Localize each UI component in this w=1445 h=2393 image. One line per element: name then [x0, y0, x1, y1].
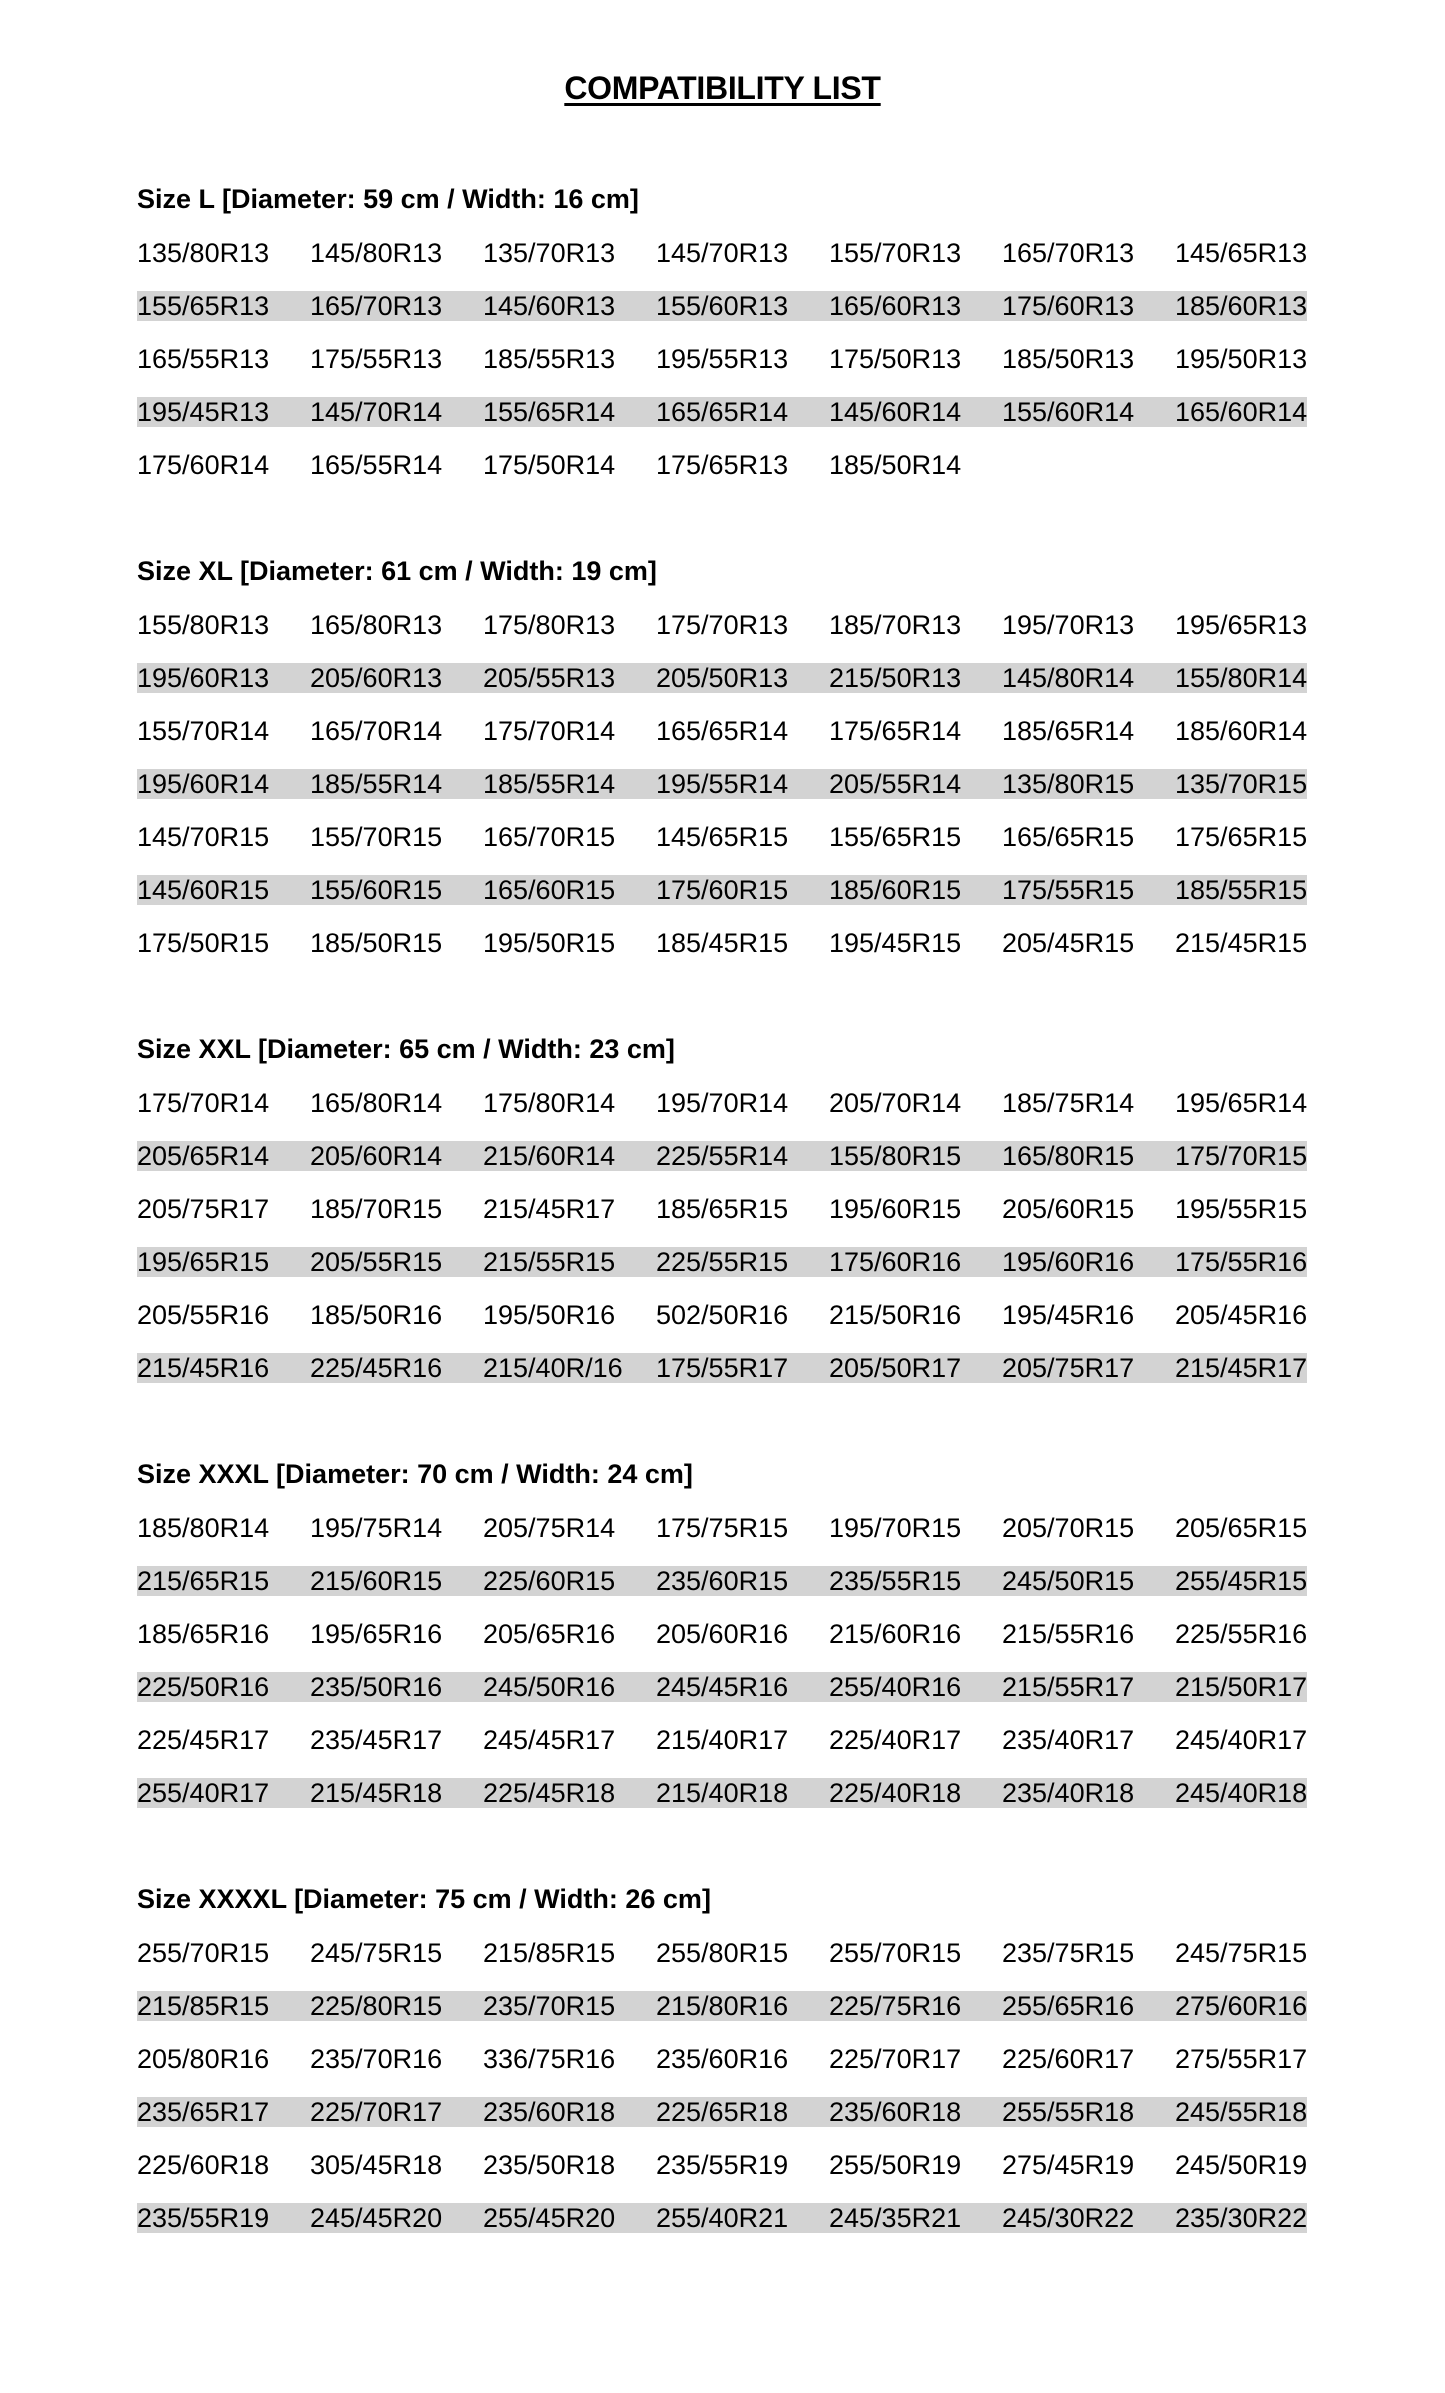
tire-size-cell: 275/60R16 [1175, 1990, 1308, 2021]
tire-size-cell: 195/70R13 [1002, 609, 1135, 640]
tire-size-cell: 235/50R18 [483, 2149, 616, 2180]
tire-size-cell: 175/80R13 [483, 609, 616, 640]
tire-size-cell: 225/60R17 [1002, 2043, 1135, 2074]
tire-size-cell: 195/60R14 [137, 769, 310, 799]
tire-size-cell: 185/60R15 [829, 875, 1002, 905]
table-row [137, 2138, 1307, 2191]
tire-size-cell: 195/55R15 [1175, 1193, 1308, 1224]
tire-size-cell: 255/45R15 [1175, 1565, 1308, 1596]
tire-size-cell: 185/65R14 [1002, 715, 1135, 746]
tire-size-cell: 235/70R15 [483, 1991, 656, 2021]
tire-size-cell: 205/70R15 [1002, 1512, 1135, 1543]
table-row [137, 1554, 1307, 1607]
tire-size-cell: 135/80R15 [1002, 769, 1175, 799]
tire-size-cell: 215/45R16 [137, 1353, 310, 1383]
table-row [137, 279, 1307, 332]
tire-size-cell: 215/65R15 [137, 1566, 310, 1596]
tire-size-cell: 215/80R16 [656, 1991, 829, 2021]
section-heading: Size XXXL [Diameter: 70 cm / Width: 24 cm] [137, 1459, 693, 1489]
tire-size-cell: 185/55R14 [483, 769, 656, 799]
tire-size-cell: 195/60R13 [137, 663, 310, 693]
tire-size-cell: 155/70R15 [310, 821, 443, 852]
tire-size-cell: 155/65R14 [483, 397, 656, 427]
tire-size-cell: 165/60R15 [483, 875, 656, 905]
tire-size-cell: 245/50R16 [483, 1672, 656, 1702]
tire-size-cell: 245/50R15 [1002, 1566, 1175, 1596]
tire-size-cell: 215/85R15 [137, 1991, 310, 2021]
tire-size-cell: 195/45R15 [829, 927, 962, 958]
tire-size-cell: 195/75R14 [310, 1512, 443, 1543]
tire-size-cell: 225/70R17 [829, 2043, 962, 2074]
table-row [137, 385, 1307, 438]
table-row [137, 226, 1307, 279]
tire-size-cell: 185/55R14 [310, 769, 483, 799]
tire-size-cell: 215/50R13 [829, 663, 1002, 693]
tire-size-cell: 245/35R21 [829, 2203, 1002, 2233]
tire-size-cell: 215/60R16 [829, 1618, 962, 1649]
tire-size-cell: 225/40R17 [829, 1724, 962, 1755]
tire-size-cell: 215/60R14 [483, 1141, 656, 1171]
table-row [137, 651, 1307, 704]
tire-size-cell: 185/50R15 [310, 927, 443, 958]
tire-size-cell: 215/55R15 [483, 1247, 656, 1277]
tire-size-cell: 165/65R14 [656, 397, 829, 427]
tire-size-cell: 195/65R16 [310, 1618, 443, 1649]
tire-size-cell: 336/75R16 [483, 2043, 616, 2074]
tire-size-cell: 225/65R18 [656, 2097, 829, 2127]
tire-size-cell: 145/65R13 [1175, 237, 1308, 268]
section-heading: Size XXXXL [Diameter: 75 cm / Width: 26 cm] [137, 1884, 711, 1914]
tire-size-cell: 225/50R16 [137, 1672, 310, 1702]
tire-size-cell: 195/50R13 [1175, 343, 1308, 374]
tire-size-cell: 165/60R14 [1175, 396, 1308, 427]
tire-size-cell: 175/55R16 [1175, 1246, 1308, 1277]
tire-size-cell: 225/75R16 [829, 1991, 1002, 2021]
tire-size-cell: 155/60R14 [1002, 397, 1175, 427]
tire-size-cell: 225/80R15 [310, 1991, 483, 2021]
tire-size-cell: 185/50R13 [1002, 343, 1135, 374]
tire-size-cell: 155/60R15 [310, 875, 483, 905]
tire-size-cell: 225/55R15 [656, 1247, 829, 1277]
table-row [137, 863, 1307, 916]
table-row [137, 1341, 1307, 1394]
tire-size-cell: 185/65R15 [656, 1193, 789, 1224]
tire-size-cell: 185/60R13 [1175, 290, 1308, 321]
tire-size-cell: 145/70R14 [310, 397, 483, 427]
tire-size-cell: 215/50R17 [1175, 1671, 1308, 1702]
tire-size-cell: 185/75R14 [1002, 1087, 1135, 1118]
tire-size-cell: 275/55R17 [1175, 2043, 1308, 2074]
tire-size-cell: 255/40R21 [656, 2203, 829, 2233]
tire-size-cell: 245/40R17 [1175, 1724, 1308, 1755]
section-heading: Size XL [Diameter: 61 cm / Width: 19 cm] [137, 556, 657, 586]
tire-size-cell: 155/70R14 [137, 715, 270, 746]
tire-size-cell: 145/60R14 [829, 397, 1002, 427]
size-section-xxl [137, 1023, 1307, 1394]
tire-size-cell: 175/50R15 [137, 927, 270, 958]
tire-size-cell: 195/55R14 [656, 769, 829, 799]
table-row [137, 916, 1307, 969]
tire-size-cell: 195/50R15 [483, 927, 616, 958]
tire-size-cell: 195/65R14 [1175, 1087, 1308, 1118]
tire-size-cell: 165/80R15 [1002, 1141, 1175, 1171]
table-row [137, 1076, 1307, 1129]
tire-size-cell: 205/75R14 [483, 1512, 616, 1543]
table-row [137, 1182, 1307, 1235]
tire-size-cell: 205/80R16 [137, 2043, 270, 2074]
tire-size-cell: 195/65R13 [1175, 609, 1308, 640]
tire-size-cell: 502/50R16 [656, 1299, 789, 1330]
tire-size-cell: 175/80R14 [483, 1087, 616, 1118]
tire-size-cell: 205/60R15 [1002, 1193, 1135, 1224]
table-row [137, 1607, 1307, 1660]
tire-size-cell: 225/55R16 [1175, 1618, 1308, 1649]
tire-size-cell: 255/50R19 [829, 2149, 962, 2180]
table-row [137, 438, 1307, 491]
tire-size-cell: 245/45R16 [656, 1672, 829, 1702]
tire-size-cell: 235/50R16 [310, 1672, 483, 1702]
page-title: COMPATIBILITY LIST [564, 70, 881, 106]
tire-size-cell: 215/45R17 [483, 1193, 616, 1224]
tire-size-cell: 245/75R15 [1175, 1937, 1308, 1968]
tire-size-cell: 175/75R15 [656, 1512, 789, 1543]
tire-size-cell: 155/70R13 [829, 237, 962, 268]
tire-size-cell: 245/40R18 [1175, 1777, 1308, 1808]
tire-size-cell: 185/70R13 [829, 609, 962, 640]
tire-size-cell: 205/60R16 [656, 1618, 789, 1649]
tire-size-cell: 185/65R16 [137, 1618, 270, 1649]
tire-size-cell: 255/65R16 [1002, 1991, 1175, 2021]
table-row [137, 810, 1307, 863]
tire-size-cell: 255/55R18 [1002, 2097, 1175, 2127]
tire-size-cell: 135/70R15 [1175, 768, 1308, 799]
tire-size-cell: 215/60R15 [310, 1566, 483, 1596]
tire-size-cell: 165/55R13 [137, 343, 270, 374]
tire-size-cell: 235/60R18 [483, 2097, 656, 2127]
tire-size-cell: 255/45R20 [483, 2203, 656, 2233]
tire-size-cell: 165/70R14 [310, 715, 443, 746]
tire-size-cell: 205/55R15 [310, 1247, 483, 1277]
tire-size-cell: 225/55R14 [656, 1141, 829, 1171]
section-heading: Size XXL [Diameter: 65 cm / Width: 23 cm] [137, 1034, 675, 1064]
table-row [137, 2191, 1307, 2244]
tire-size-cell: 145/70R13 [656, 237, 789, 268]
tire-size-cell: 205/75R17 [1002, 1353, 1175, 1383]
tire-size-cell: 205/50R17 [829, 1353, 1002, 1383]
tire-size-cell: 215/45R18 [310, 1778, 483, 1808]
tire-size-cell: 235/55R19 [137, 2203, 310, 2233]
tire-size-cell: 225/40R18 [829, 1778, 1002, 1808]
tire-size-cell: 175/60R16 [829, 1247, 1002, 1277]
size-section-xl [137, 545, 1307, 969]
tire-size-cell: 145/70R15 [137, 821, 270, 852]
table-row [137, 1288, 1307, 1341]
tire-size-cell: 205/75R17 [137, 1193, 270, 1224]
tire-size-cell: 215/40R17 [656, 1724, 789, 1755]
tire-size-cell: 255/70R15 [137, 1937, 270, 1968]
tire-size-cell: 215/55R17 [1002, 1672, 1175, 1702]
tire-size-cell: 185/60R14 [1175, 715, 1308, 746]
tire-size-cell: 205/65R15 [1175, 1512, 1308, 1543]
tire-size-cell: 175/70R14 [137, 1087, 270, 1118]
table-row [137, 2085, 1307, 2138]
tire-size-cell: 235/40R17 [1002, 1724, 1135, 1755]
tire-size-cell: 235/60R16 [656, 2043, 789, 2074]
tire-size-cell: 235/40R18 [1002, 1778, 1175, 1808]
tire-size-cell: 165/70R13 [310, 291, 483, 321]
tire-size-cell: 155/80R13 [137, 609, 270, 640]
tire-size-cell: 235/75R15 [1002, 1937, 1135, 1968]
tire-size-cell: 235/45R17 [310, 1724, 443, 1755]
tire-size-cell: 215/40R/16 [483, 1353, 656, 1383]
table-row [137, 1979, 1307, 2032]
tire-size-cell: 165/60R13 [829, 291, 1002, 321]
tire-size-cell: 245/75R15 [310, 1937, 443, 1968]
tire-size-cell: 215/85R15 [483, 1937, 616, 1968]
tire-size-cell: 185/50R16 [310, 1299, 443, 1330]
tire-size-cell: 275/45R19 [1002, 2149, 1135, 2180]
tire-size-cell: 225/45R16 [310, 1353, 483, 1383]
tire-size-cell: 145/80R13 [310, 237, 443, 268]
tire-size-cell: 175/60R13 [1002, 291, 1175, 321]
tire-size-cell: 165/70R15 [483, 821, 616, 852]
tire-size-cell: 155/60R13 [656, 291, 829, 321]
tire-size-cell: 225/60R18 [137, 2149, 270, 2180]
tire-size-cell: 175/70R13 [656, 609, 789, 640]
table-row [137, 1766, 1307, 1819]
tire-size-cell: 195/70R15 [829, 1512, 962, 1543]
tire-size-cell: 175/65R14 [829, 715, 962, 746]
tire-size-cell: 195/45R13 [137, 397, 310, 427]
tire-size-cell: 195/65R15 [137, 1247, 310, 1277]
tire-size-cell: 145/80R14 [1002, 663, 1175, 693]
tire-size-cell: 215/40R18 [656, 1778, 829, 1808]
tire-size-cell: 175/55R15 [1002, 875, 1175, 905]
tire-size-cell: 165/65R14 [656, 715, 789, 746]
tire-size-cell: 225/45R17 [137, 1724, 270, 1755]
table-row [137, 332, 1307, 385]
table-row [137, 1501, 1307, 1554]
tire-size-cell: 145/60R15 [137, 875, 310, 905]
tire-size-cell: 205/55R16 [137, 1299, 270, 1330]
tire-size-cell: 185/55R15 [1175, 874, 1308, 905]
tire-size-cell: 185/55R13 [483, 343, 616, 374]
tire-size-cell: 155/65R15 [829, 821, 962, 852]
tire-size-cell: 175/65R15 [1175, 821, 1308, 852]
tire-size-cell: 225/45R18 [483, 1778, 656, 1808]
tire-size-cell: 245/30R22 [1002, 2203, 1175, 2233]
tire-size-cell: 135/70R13 [483, 237, 616, 268]
tire-size-cell: 235/55R15 [829, 1566, 1002, 1596]
tire-size-cell: 235/70R16 [310, 2043, 443, 2074]
table-row [137, 1129, 1307, 1182]
table-row [137, 704, 1307, 757]
tire-size-cell: 205/60R13 [310, 663, 483, 693]
tire-size-cell: 185/70R15 [310, 1193, 443, 1224]
tire-size-cell: 175/55R13 [310, 343, 443, 374]
tire-size-cell: 205/55R14 [829, 769, 1002, 799]
tire-size-cell: 135/80R13 [137, 237, 270, 268]
section-heading: Size L [Diameter: 59 cm / Width: 16 cm] [137, 184, 639, 214]
table-row [137, 598, 1307, 651]
tire-size-cell: 245/45R17 [483, 1724, 616, 1755]
tire-size-cell: 155/80R14 [1175, 662, 1308, 693]
tire-size-cell: 165/55R14 [310, 449, 443, 480]
tire-size-cell: 215/50R16 [829, 1299, 962, 1330]
size-section-xxxxl [137, 1873, 1307, 2244]
tire-size-cell: 165/80R14 [310, 1087, 443, 1118]
tire-size-cell: 205/70R14 [829, 1087, 962, 1118]
size-section-l [137, 173, 1307, 491]
tire-size-cell: 145/65R15 [656, 821, 789, 852]
tire-size-cell: 255/40R16 [829, 1672, 1002, 1702]
tire-size-cell: 245/50R19 [1175, 2149, 1308, 2180]
tire-size-cell: 155/65R13 [137, 291, 310, 321]
tire-size-cell: 175/65R13 [656, 449, 789, 480]
tire-size-cell: 255/40R17 [137, 1778, 310, 1808]
size-section-xxxl [137, 1448, 1307, 1819]
tire-size-cell: 235/55R19 [656, 2149, 789, 2180]
tire-size-cell: 205/55R13 [483, 663, 656, 693]
tire-size-cell: 195/50R16 [483, 1299, 616, 1330]
tire-size-cell: 175/70R15 [1175, 1140, 1308, 1171]
tire-size-cell: 175/50R14 [483, 449, 616, 480]
tire-size-cell: 195/60R15 [829, 1193, 962, 1224]
tire-size-cell: 235/60R15 [656, 1566, 829, 1596]
tire-size-cell: 165/65R15 [1002, 821, 1135, 852]
tire-size-cell: 185/80R14 [137, 1512, 270, 1543]
table-row [137, 1660, 1307, 1713]
tire-size-cell: 195/60R16 [1002, 1247, 1175, 1277]
tire-size-cell: 155/80R15 [829, 1141, 1002, 1171]
tire-size-cell: 235/60R18 [829, 2097, 1002, 2127]
tire-size-cell: 165/80R13 [310, 609, 443, 640]
tire-size-cell: 235/65R17 [137, 2097, 310, 2127]
tire-size-cell: 195/45R16 [1002, 1299, 1135, 1330]
tire-size-cell: 305/45R18 [310, 2149, 443, 2180]
tire-size-cell: 195/55R13 [656, 343, 789, 374]
tire-size-cell: 185/45R15 [656, 927, 789, 958]
tire-size-cell: 205/50R13 [656, 663, 829, 693]
tire-size-cell: 175/55R17 [656, 1353, 829, 1383]
table-row [137, 1713, 1307, 1766]
tire-size-cell: 145/60R13 [483, 291, 656, 321]
tire-size-cell: 255/80R15 [656, 1937, 789, 1968]
tire-size-cell: 195/70R14 [656, 1087, 789, 1118]
tire-size-cell: 205/65R14 [137, 1141, 310, 1171]
tire-size-cell: 225/70R17 [310, 2097, 483, 2127]
tire-size-cell: 225/60R15 [483, 1566, 656, 1596]
tire-size-cell: 175/60R15 [656, 875, 829, 905]
tire-size-cell: 185/50R14 [829, 449, 962, 480]
tire-size-cell: 205/60R14 [310, 1141, 483, 1171]
tire-size-cell: 205/45R15 [1002, 927, 1135, 958]
tire-size-cell: 245/45R20 [310, 2203, 483, 2233]
tire-size-cell: 175/70R14 [483, 715, 616, 746]
table-row [137, 1926, 1307, 1979]
tire-size-cell: 165/70R13 [1002, 237, 1135, 268]
table-row [137, 1235, 1307, 1288]
tire-size-cell: 235/30R22 [1175, 2202, 1308, 2233]
table-row [137, 757, 1307, 810]
table-row [137, 2032, 1307, 2085]
tire-size-cell: 215/55R16 [1002, 1618, 1135, 1649]
tire-size-cell: 175/60R14 [137, 449, 270, 480]
tire-size-cell: 205/65R16 [483, 1618, 616, 1649]
tire-size-cell: 205/45R16 [1175, 1299, 1308, 1330]
tire-size-cell: 175/50R13 [829, 343, 962, 374]
tire-size-cell: 255/70R15 [829, 1937, 962, 1968]
tire-size-cell: 215/45R15 [1175, 927, 1308, 958]
tire-size-cell: 245/55R18 [1175, 2096, 1308, 2127]
tire-size-cell: 215/45R17 [1175, 1352, 1308, 1383]
